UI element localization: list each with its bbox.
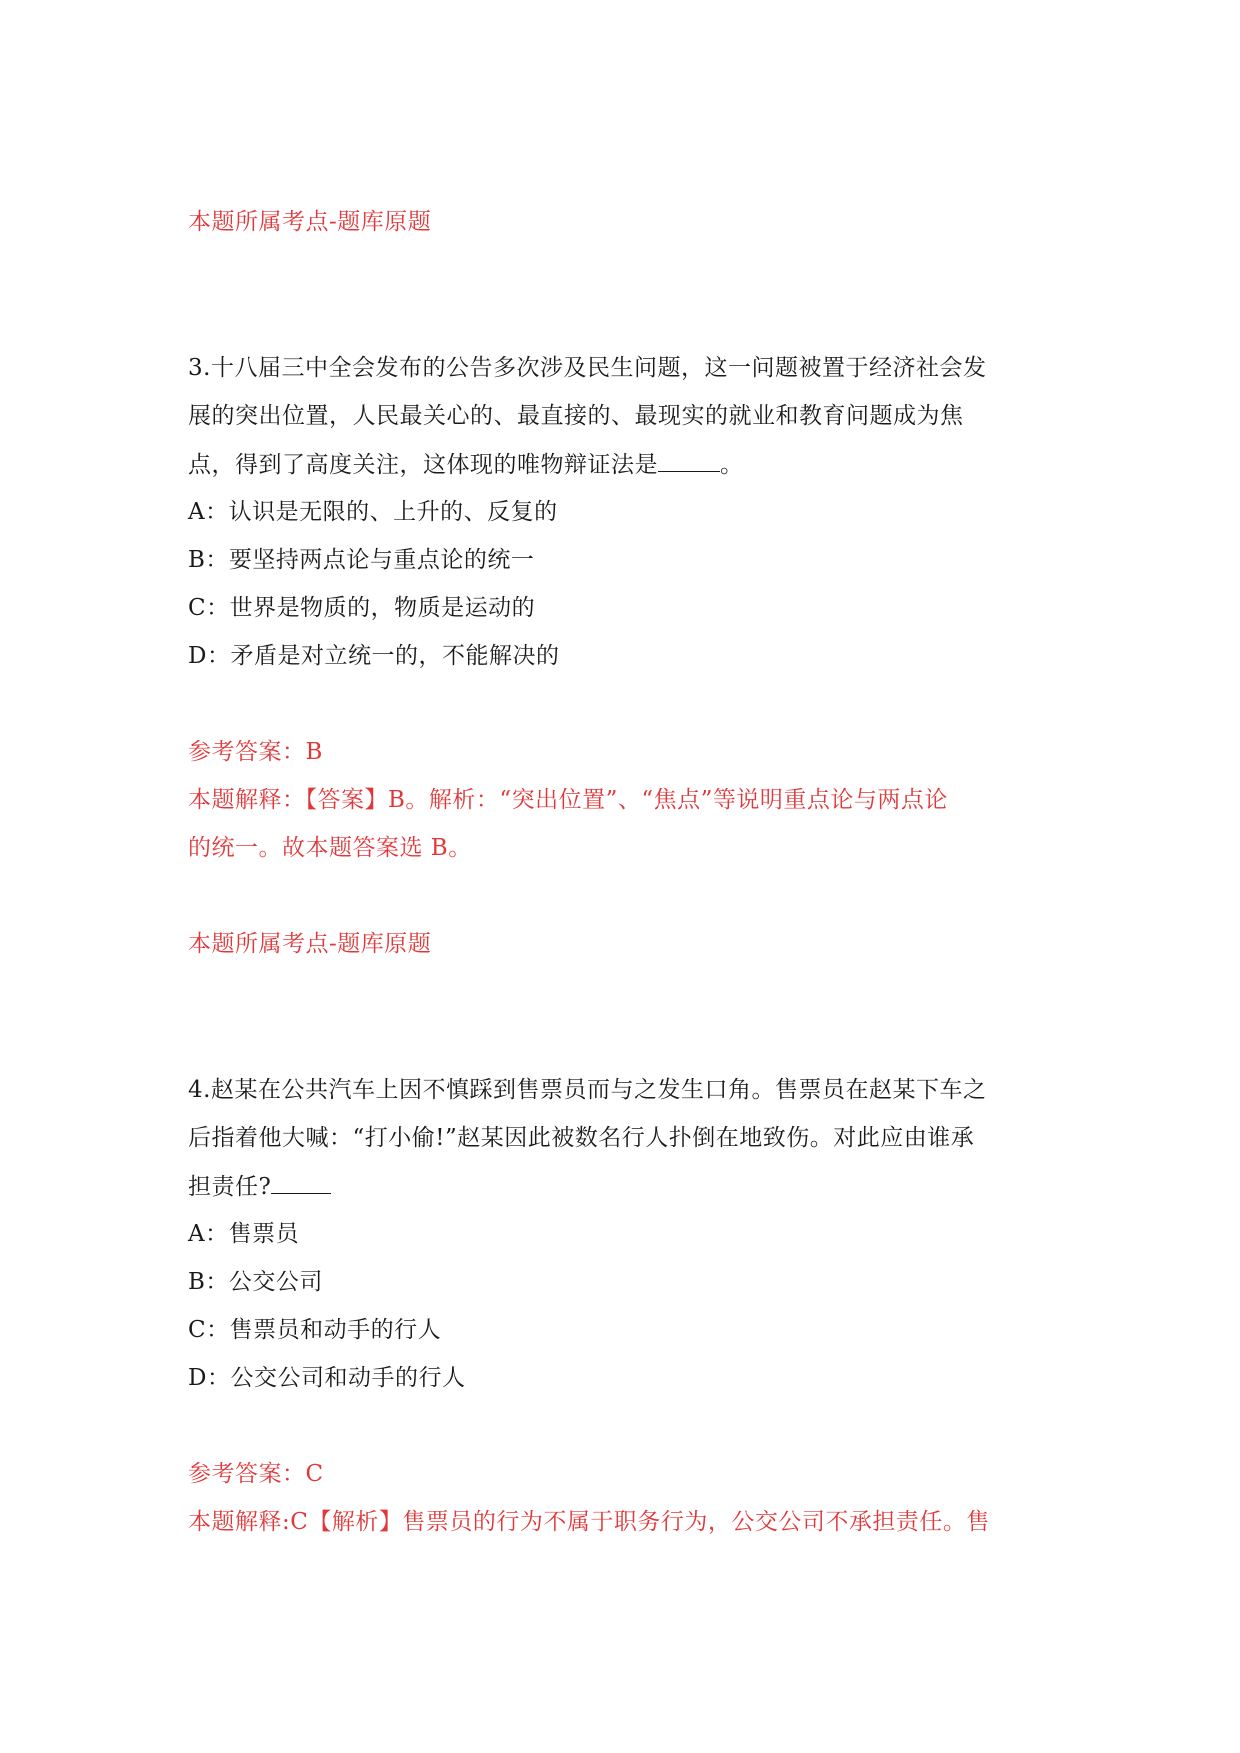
answer-blank: [658, 449, 720, 472]
question-3-explanation-line-2: 的统一。故本题答案选 B。: [188, 835, 472, 861]
question-3-option-b: B：要坚持两点论与重点论的统一: [188, 547, 535, 573]
answer-blank: [271, 1171, 331, 1194]
question-4-option-b: B：公交公司: [188, 1269, 323, 1295]
question-3-line-2: 展的突出位置，人民最关心的、最直接的、最现实的就业和教育问题成为焦: [188, 403, 964, 429]
question-4-line-3: [188, 1171, 331, 1202]
question-3-option-d: D：矛盾是对立统一的，不能解决的: [188, 643, 560, 669]
topic-label: 本题所属考点-题库原题: [188, 209, 432, 235]
question-3-answer: 参考答案：B: [188, 739, 323, 765]
question-3-explanation-line-1: 本题解释：【答案】B。解析：“突出位置”、“焦点”等说明重点论与两点论: [188, 787, 948, 813]
question-3-option-a: A：认识是无限的、上升的、反复的: [188, 499, 558, 525]
question-4-line-3-text: 担责任?: [188, 1174, 272, 1200]
question-4-line-1: 4.赵某在公共汽车上因不慎踩到售票员而与之发生口角。售票员在赵某下车之: [188, 1077, 987, 1103]
question-4-option-a: A：售票员: [188, 1221, 300, 1247]
question-4-answer: 参考答案：C: [188, 1461, 324, 1487]
question-3-topic-label: 本题所属考点-题库原题: [188, 931, 432, 957]
question-4-explanation-line-1: 本题解释:C【解析】售票员的行为不属于职务行为，公交公司不承担责任。售: [188, 1509, 990, 1535]
question-4-option-d: D：公交公司和动手的行人: [188, 1365, 466, 1391]
question-3-option-c: C：世界是物质的，物质是运动的: [188, 595, 536, 621]
question-4-line-2: 后指着他大喊：“打小偷!”赵某因此被数名行人扑倒在地致伤。对此应由谁承: [188, 1125, 975, 1151]
question-3-line-1: 3.十八届三中全会发布的公告多次涉及民生问题，这一问题被置于经济社会发: [188, 355, 987, 381]
question-3-line-3-text: 点，得到了高度关注，这体现的唯物辩证法是: [188, 452, 658, 478]
question-3-line-3: [188, 449, 744, 480]
question-4-option-c: C：售票员和动手的行人: [188, 1317, 442, 1343]
question-3-line-3-end: 。: [720, 452, 744, 478]
